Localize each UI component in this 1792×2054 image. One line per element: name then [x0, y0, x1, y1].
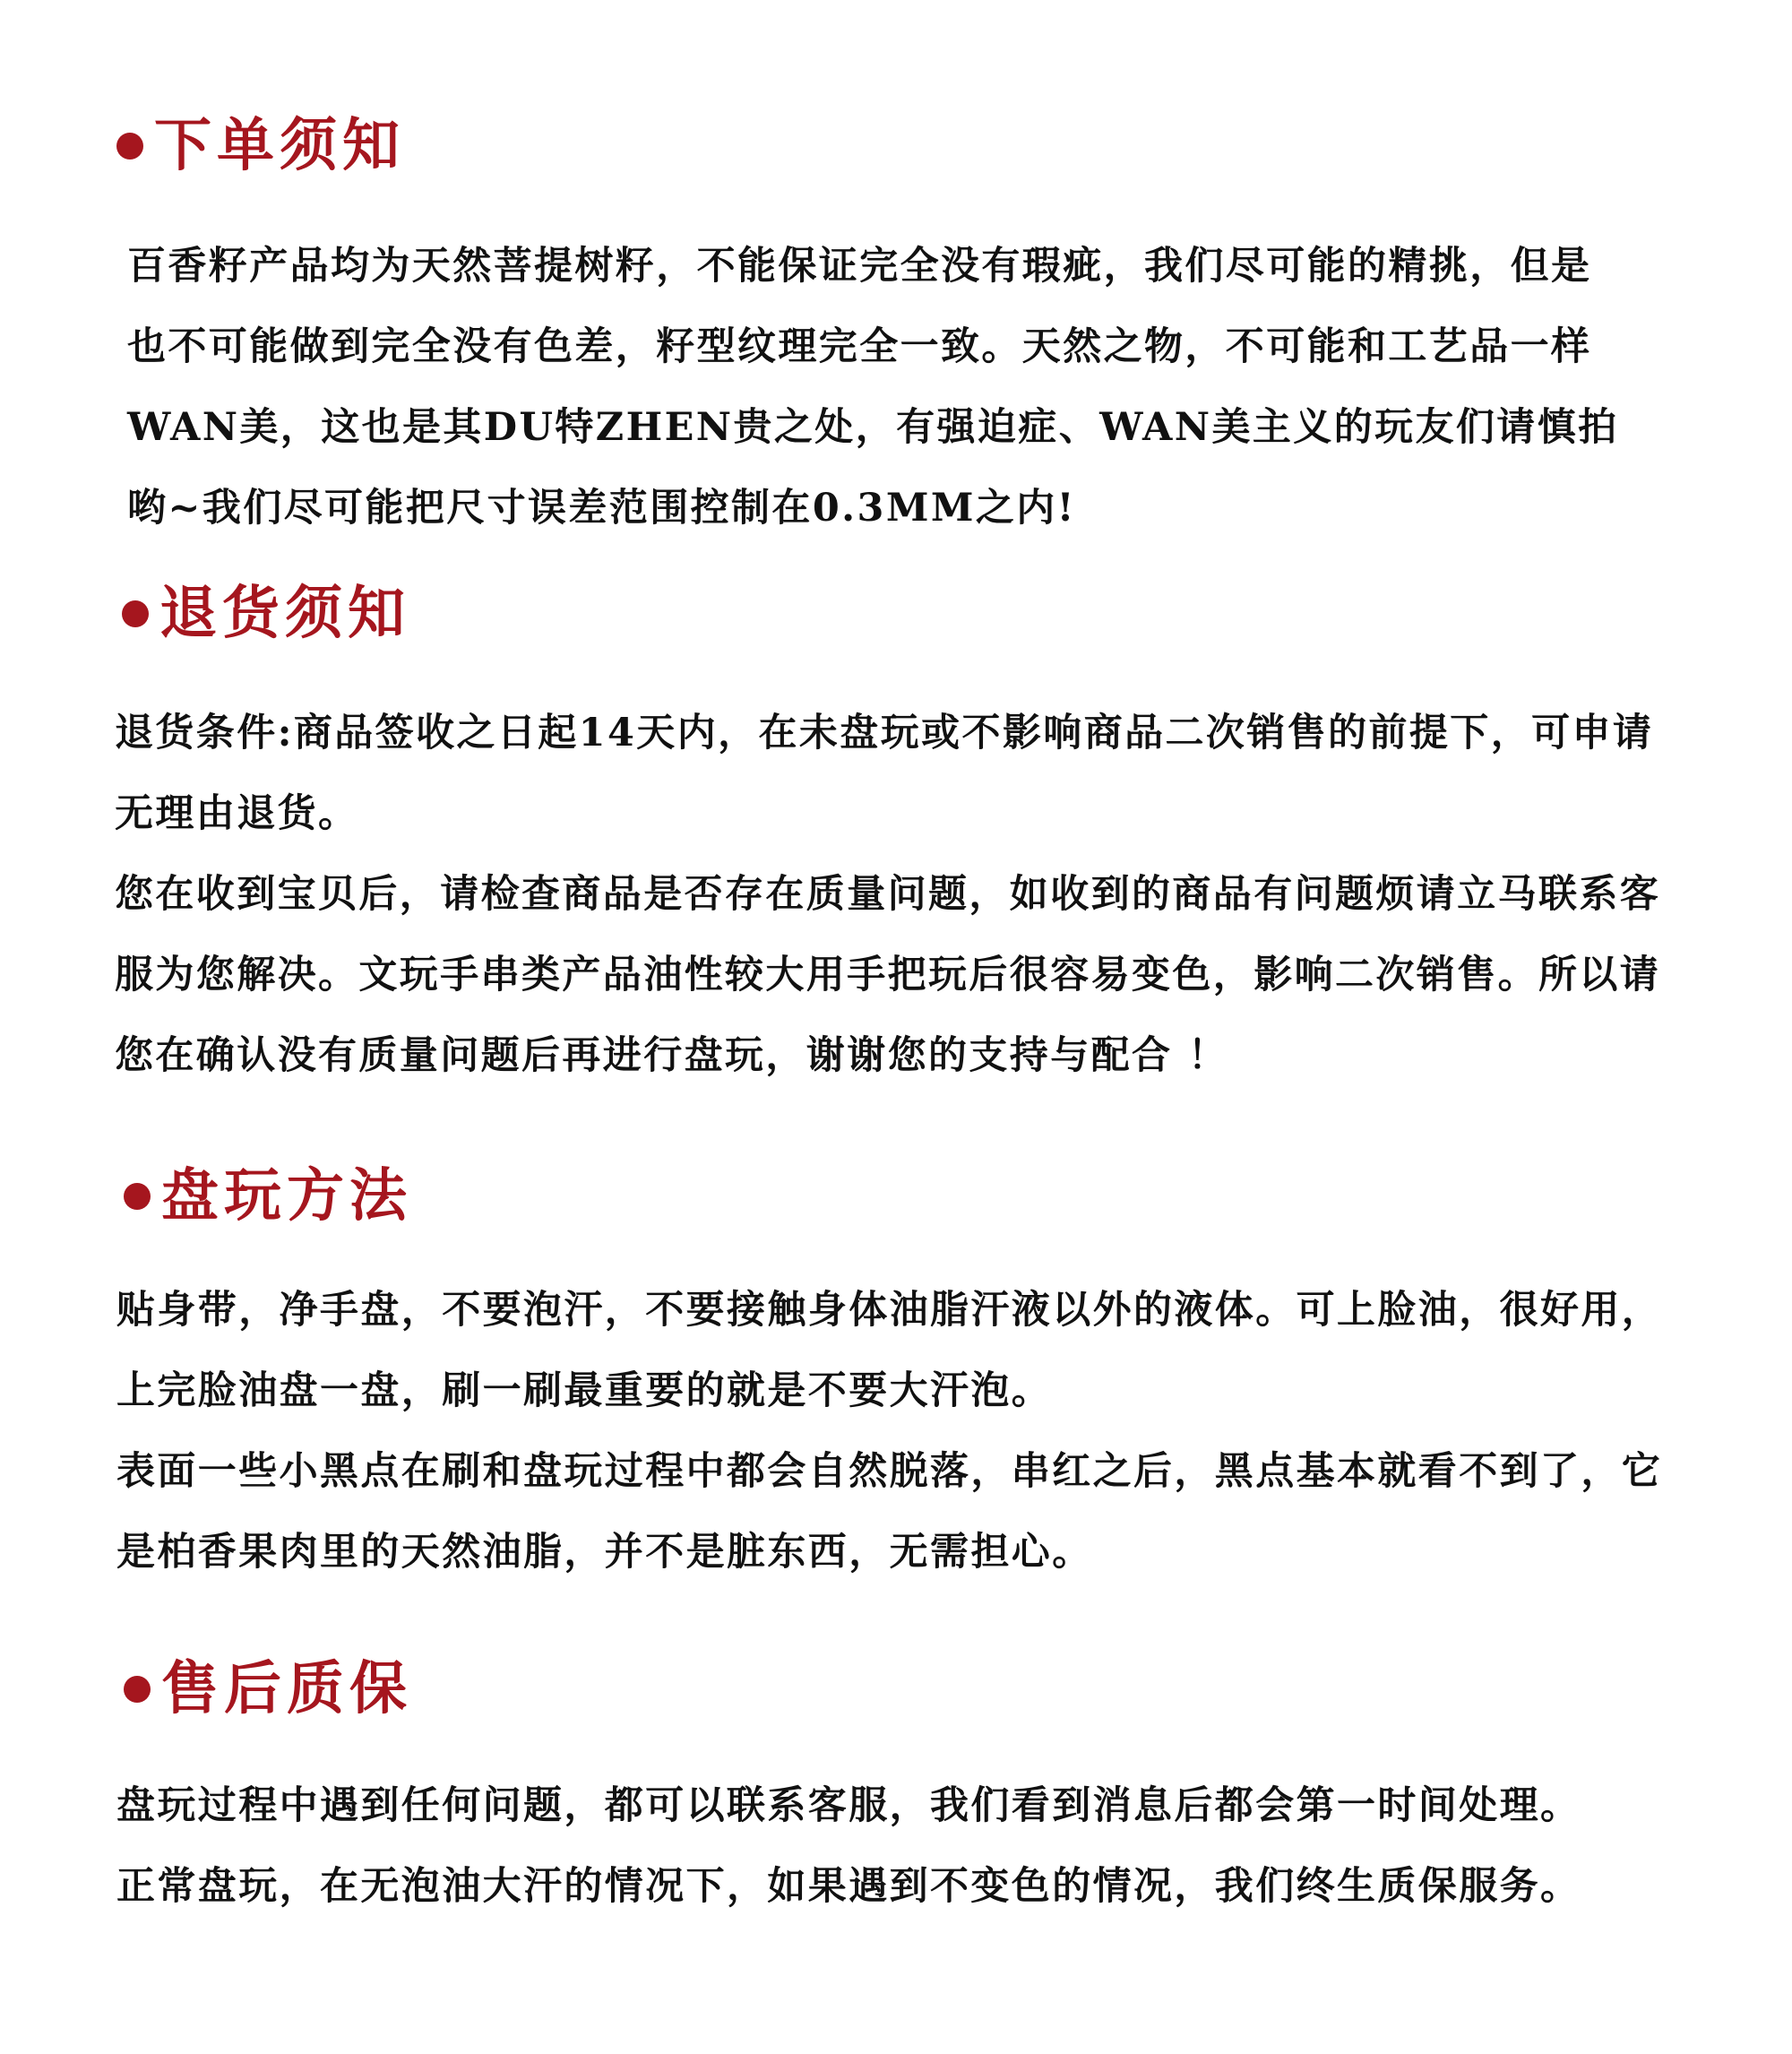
- paragraph-line: 无理由退货。: [115, 791, 359, 836]
- paragraph-line: 服为您解决。文玩手串类产品油性较大用手把玩后很容易变色，影响二次销售。所以请: [115, 953, 1661, 997]
- section-heading-play-method: [124, 1156, 412, 1237]
- section-heading-return-notice: [122, 574, 410, 654]
- paragraph-line: 退货条件:商品签收之日起14天内，在未盘玩或不影响商品二次销售的前提下，可申请: [115, 711, 1654, 755]
- section-title: 下单须知: [154, 112, 405, 179]
- bullet-dot-icon: [124, 1183, 151, 1210]
- paragraph-line: 也不可能做到完全没有色差，籽型纹理完全一致。天然之物，不可能和工艺品一样: [127, 324, 1592, 369]
- paragraph-line: 您在收到宝贝后，请检查商品是否存在质量问题，如收到的商品有问题烦请立马联系客: [115, 872, 1661, 917]
- section-heading-after-sales: [124, 1649, 412, 1730]
- paragraph-line: 盘玩过程中遇到任何问题，都可以联系客服，我们看到消息后都会第一时间处理。: [116, 1783, 1581, 1828]
- paragraph-line: 百香籽产品均为天然菩提树籽，不能保证完全没有瑕疵，我们尽可能的精挑，但是: [127, 244, 1592, 289]
- paragraph-line: 是柏香果肉里的天然油脂，并不是脏东西，无需担心。: [116, 1530, 1093, 1575]
- section-title: 退货须知: [159, 580, 410, 647]
- paragraph-line: 正常盘玩，在无泡油大汗的情况下，如果遇到不变色的情况，我们终生质保服务。: [116, 1864, 1581, 1909]
- section-title: 盘玩方法: [161, 1162, 412, 1230]
- bullet-dot-icon: [116, 133, 143, 160]
- paragraph-line: 贴身带，净手盘，不要泡汗，不要接触身体油脂汗液以外的液体。可上脸油，很好用，: [116, 1288, 1663, 1333]
- paragraph-line: 上完脸油盘一盘，刷一刷最重要的就是不要大汗泡。: [116, 1368, 1053, 1413]
- paragraph-line: 您在确认没有质量问题后再进行盘玩，谢谢您的支持与配合 ！: [115, 1033, 1229, 1078]
- bullet-dot-icon: [122, 600, 149, 627]
- paragraph-line: 表面一些小黑点在刷和盘玩过程中都会自然脱落，串红之后，黑点基本就看不到了，它: [116, 1449, 1663, 1494]
- section-title: 售后质保: [161, 1655, 412, 1722]
- bullet-dot-icon: [124, 1676, 151, 1703]
- section-heading-order-notice: [116, 106, 405, 186]
- paragraph-line: WAN美，这也是其DU特ZHEN贵之处，有强迫症、WAN美主义的玩友们请慎拍: [127, 405, 1619, 450]
- paragraph-line: 哟~我们尽可能把尺寸误差范围控制在0.3MM之内!: [127, 486, 1076, 531]
